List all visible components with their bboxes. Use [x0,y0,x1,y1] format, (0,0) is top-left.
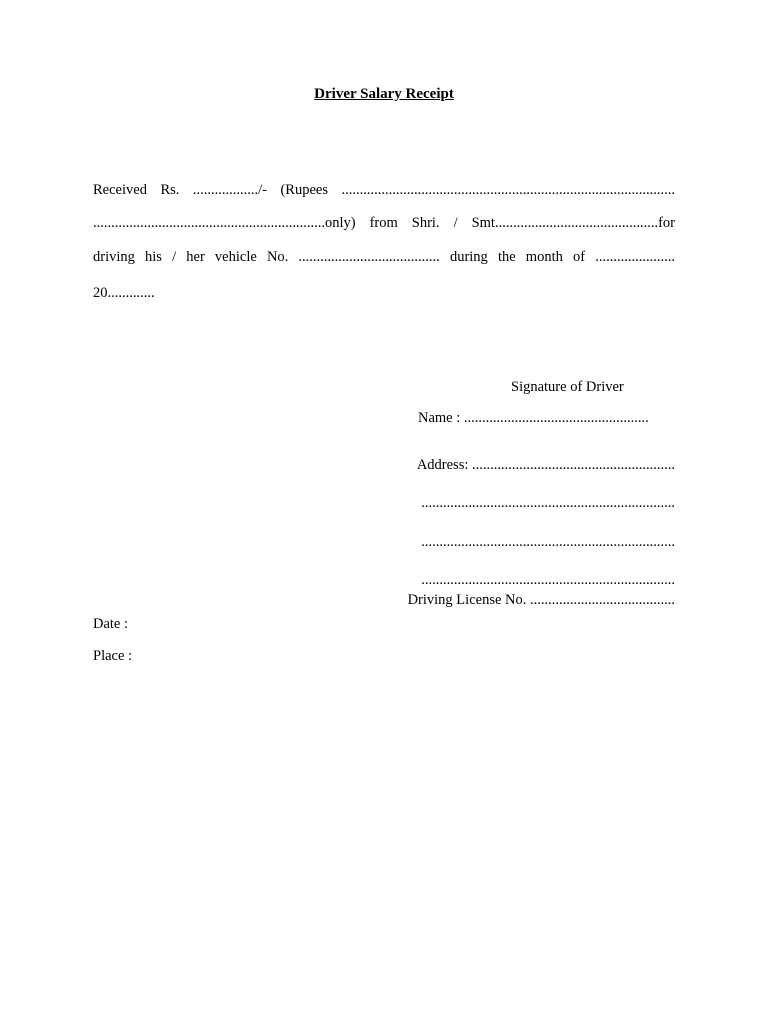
signature-label: Signature of Driver [511,379,624,395]
driver-name-line: Name : ................................................... [418,410,649,426]
vehicle-month-line: driving his / her vehicle No. ....................................... during the month of ...................... [93,249,675,265]
year-line: 20............. [93,285,155,301]
address-line-4: ...................................................................... [421,572,675,588]
address-line-3: ...................................................................... [421,534,675,550]
address-line-2: ...................................................................... [421,495,675,511]
place-label: Place : [93,648,133,664]
date-label: Date : [93,616,129,632]
address-line-1: Address: ........................................................ [416,457,675,473]
driving-license-line: Driving License No. ........................................ [407,592,675,608]
received-amount-line: Received Rs. ................../- (Rupees ............................................................................................ [93,182,675,198]
received-from-line: ................................................................only) from Shri. / Smt.............................................for [93,215,675,231]
document-title: Driver Salary Receipt [314,86,454,102]
